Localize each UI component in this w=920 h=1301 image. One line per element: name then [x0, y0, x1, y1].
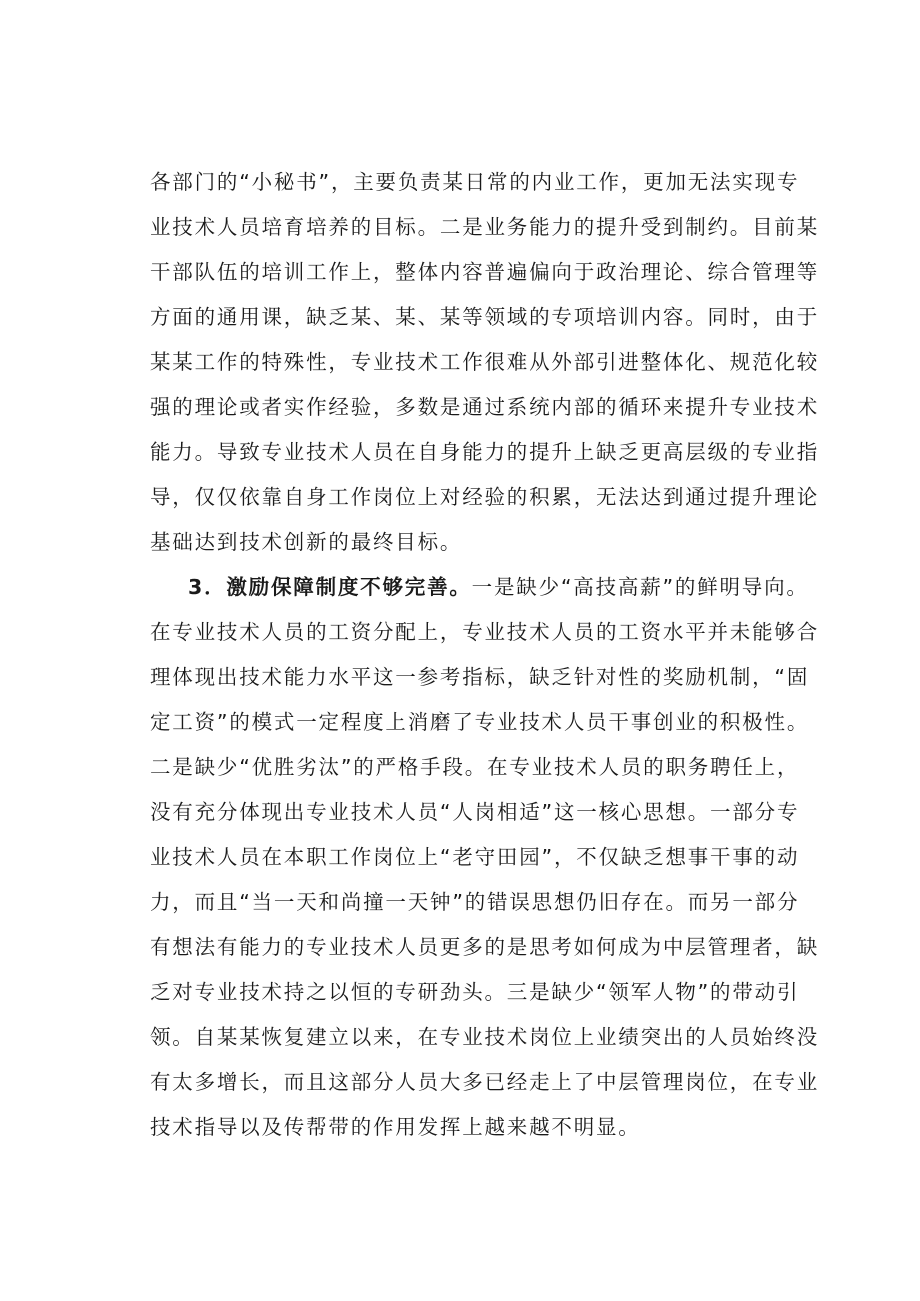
paragraph-line: 技术指导以及传帮带的作用发挥上越来越不明显。	[150, 1115, 641, 1139]
paragraph-line: 业技术人员培育培养的目标。二是业务能力的提升受到制约。目前某	[150, 215, 819, 239]
paragraph-line: 基础达到技术创新的最终目标。	[150, 530, 463, 554]
paragraph-line: 各部门的“小秘书”，主要负责某日常的内业工作，更加无法实现专	[150, 170, 800, 194]
paragraph-line: 乏对专业技术持之以恒的专研劲头。三是缺少“领军人物”的带动引	[150, 980, 800, 1004]
section-heading: 3．激励保障制度不够完善。	[188, 575, 472, 599]
paragraph-line: 理体现出技术能力水平这一参考指标，缺乏针对性的奖励机制，“固	[150, 665, 810, 689]
paragraph-line: 某某工作的特殊性，专业技术工作很难从外部引进整体化、规范化较	[150, 350, 819, 374]
paragraph-line: 二是缺少“优胜劣汰”的严格手段。在专业技术人员的职务聘任上，	[150, 755, 800, 779]
paragraph-line: 在专业技术人员的工资分配上，专业技术人员的工资水平并未能够合	[150, 620, 819, 644]
paragraph-line: 强的理论或者实作经验，多数是通过系统内部的循环来提升专业技术	[150, 395, 819, 419]
paragraph-line: 导，仅仅依靠自身工作岗位上对经验的积累，无法达到通过提升理论	[150, 485, 819, 509]
paragraph-line: 方面的通用课，缺乏某、某、某等领域的专项培训内容。同时，由于	[150, 305, 819, 329]
paragraph-line: 有太多增长，而且这部分人员大多已经走上了中层管理岗位，在专业	[150, 1070, 819, 1094]
paragraph-line: 定工资”的模式一定程度上消磨了专业技术人员干事创业的积极性。	[150, 710, 810, 734]
paragraph-line: 业技术人员在本职工作岗位上“老守田园”，不仅缺乏想事干事的动	[150, 845, 800, 869]
paragraph-line: 没有充分体现出专业技术人员“人岗相适”这一核心思想。一部分专	[150, 800, 800, 824]
paragraph-line: 领。自某某恢复建立以来，在专业技术岗位上业绩突出的人员始终没	[150, 1025, 819, 1049]
paragraph-line: 能力。导致专业技术人员在自身能力的提升上缺乏更高层级的专业指	[150, 440, 819, 464]
paragraph-line: 有想法有能力的专业技术人员更多的是思考如何成为中层管理者，缺	[150, 935, 819, 959]
section-heading-rest: 一是缺少“高技高薪”的鲜明导向。	[471, 575, 809, 599]
section-heading-line	[188, 567, 830, 607]
paragraph-line: 力，而且“当一天和尚撞一天钟”的错误思想仍旧存在。而另一部分	[150, 890, 800, 914]
paragraph-line: 干部队伍的培训工作上，整体内容普遍偏向于政治理论、综合管理等	[150, 260, 819, 284]
